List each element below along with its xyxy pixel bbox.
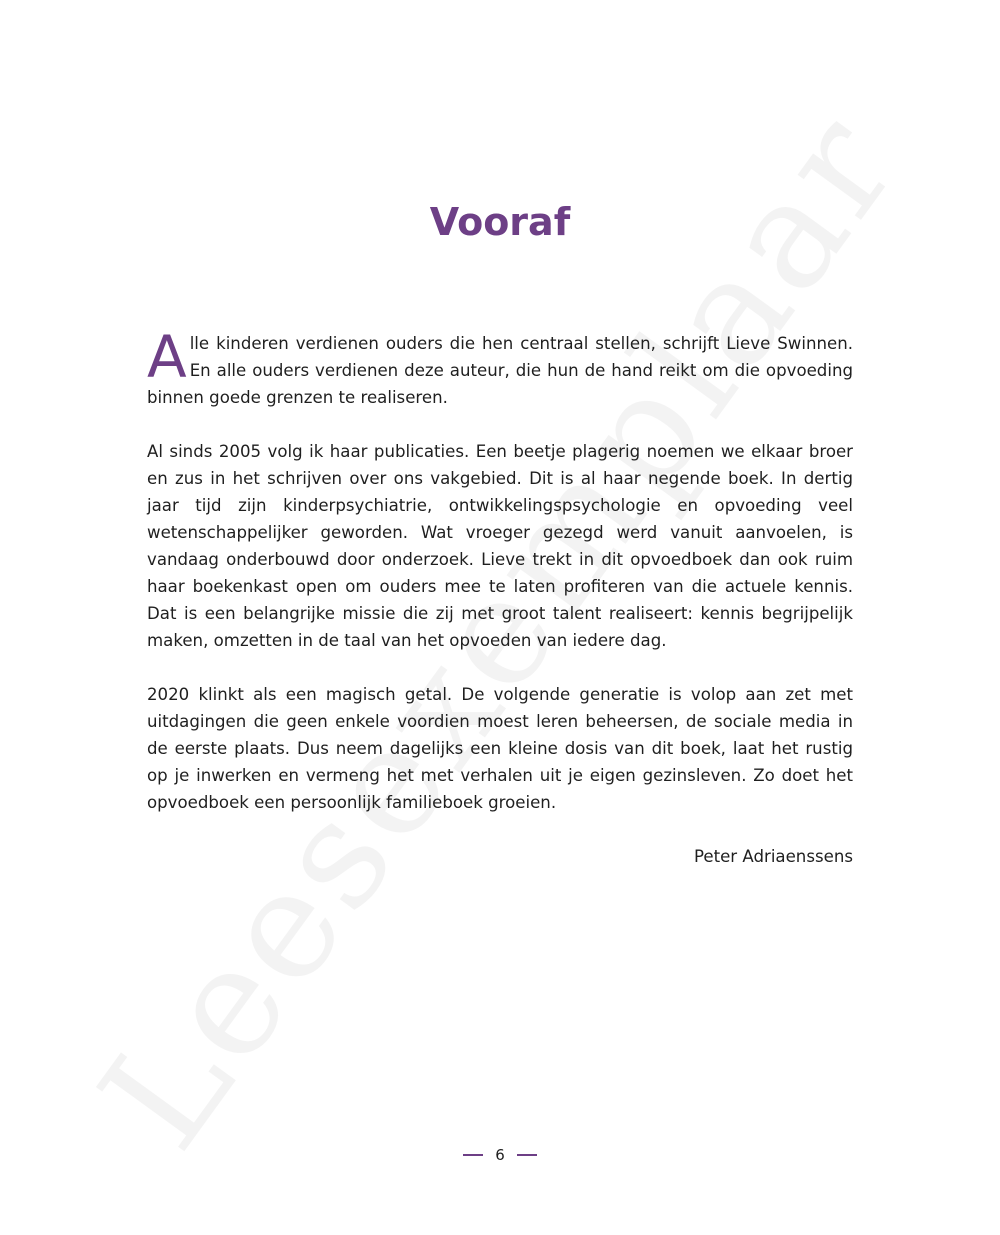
drop-cap: A (147, 323, 187, 391)
page-number: 6 (495, 1146, 505, 1164)
paragraph-1 (147, 323, 853, 411)
footer-dash-right (517, 1154, 537, 1156)
footer-dash-left (463, 1154, 483, 1156)
body-text (147, 323, 853, 870)
paragraph-1-text: lle kinderen verdienen ouders die hen centraal stellen, schrijft Lieve Swinnen. En alle ouders verdienen deze auteur, die hun de hand reikt om die opvoeding binnen goede grenzen te realiseren. (147, 334, 853, 407)
author-signature: Peter Adriaenssens (693, 847, 853, 866)
page-footer (0, 1146, 1000, 1164)
paragraph-3: 2020 klinkt als een magisch getal. De volgende generatie is volop aan zet met uitdagingen die geen enkele voordien moest leren beheersen, de sociale media in de eerste plaats. Dus neem dagelijks een kleine dosis van dit boek, laat het rustig op je inwerken en vermeng het met verhalen uit je eigen gezinsleven. Zo doet het opvoedboek een persoonlijk familieboek groeien. (147, 685, 853, 812)
paragraph-2: Al sinds 2005 volg ik haar publicaties. Een beetje plagerig noemen we elkaar broer en zus in het schrijven over ons vakgebied. Dit is al haar negende boek. In dertig jaar tijd zijn kinderpsychiatrie, ontwikkelingspsychologie en opvoeding veel wetenschappelijker geworden. Wat vroeger gezegd werd vanuit aanvoelen, is vandaag onderbouwd door onderzoek. Lieve trekt in dit opvoedboek dan ook ruim haar boekenkast open om ouders mee te laten profiteren van die actuele kennis. Dat is een belangrijke missie die zij met groot talent realiseert: kennis begrijpelijk maken, omzetten in de taal van het opvoeden van iedere dag. (147, 442, 853, 650)
page-title: Vooraf (429, 200, 571, 244)
